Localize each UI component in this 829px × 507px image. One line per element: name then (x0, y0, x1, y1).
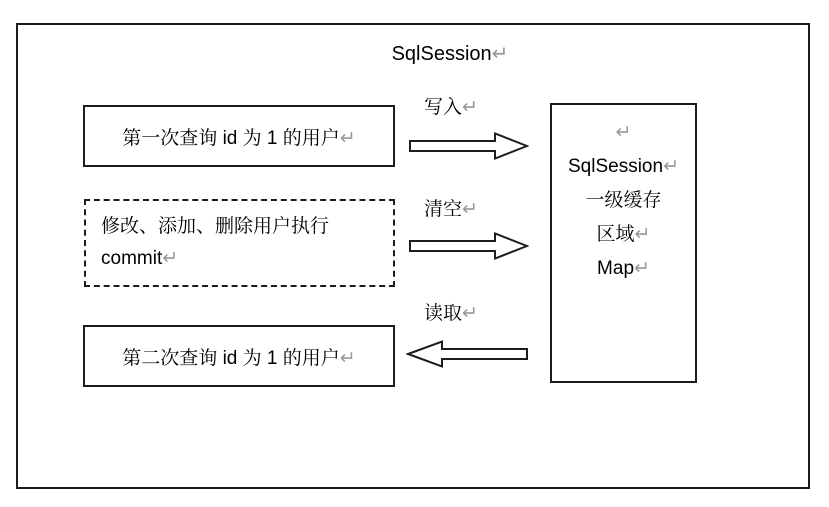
paragraph-mark: ↵ (663, 156, 679, 177)
write-label: 写入↵ (424, 97, 478, 118)
paragraph-mark: ↵ (634, 224, 651, 245)
paragraph-mark: ↵ (491, 43, 509, 65)
paragraph-mark: ↵ (162, 248, 179, 269)
paragraph-mark: ↵ (339, 127, 356, 149)
write-arrow-icon (409, 132, 529, 160)
commit-line1: 修改、添加、删除用户执行 (101, 216, 330, 237)
second-query-box (83, 325, 395, 387)
title-text: SqlSession (391, 43, 492, 65)
second-query-text: 第二次查询 id 为 1 的用户 (122, 347, 340, 369)
commit-line2: commit↵ (101, 248, 179, 269)
cache-line-empty (552, 116, 695, 150)
first-query-text: 第一次查询 id 为 1 的用户 (122, 127, 340, 149)
paragraph-mark: ↵ (634, 258, 650, 279)
read-arrow-icon (406, 340, 528, 368)
cache-line-region: 区域↵ (596, 224, 651, 245)
cache-line-sqlsession: SqlSession↵ (568, 156, 679, 177)
diagram-title (360, 42, 540, 66)
first-query-box (83, 105, 395, 167)
paragraph-mark: ↵ (462, 199, 478, 220)
cache-line-level1: 一级缓存 (585, 190, 662, 211)
clear-arrow-icon (409, 232, 529, 260)
paragraph-mark: ↵ (615, 122, 632, 143)
clear-label: 清空↵ (424, 199, 478, 220)
paragraph-mark: ↵ (462, 303, 478, 324)
paragraph-mark: ↵ (462, 97, 478, 118)
cache-box (550, 103, 697, 383)
paragraph-mark: ↵ (339, 347, 356, 369)
read-label: 读取↵ (424, 303, 478, 324)
commit-box (84, 199, 395, 287)
cache-line-map: Map↵ (597, 258, 650, 279)
